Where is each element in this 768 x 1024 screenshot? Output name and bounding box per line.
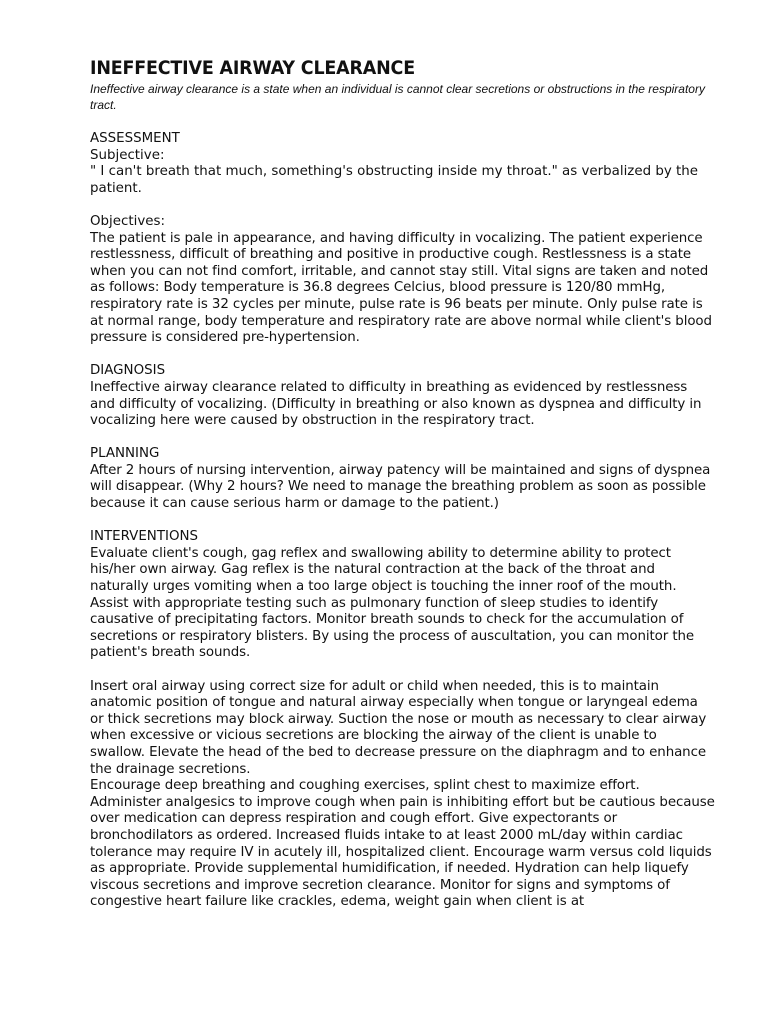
planning-text: After 2 hours of nursing intervention, airway patency will be maintained and signs of dyspnea will disappear. (Why 2 hours? We need to manage the breathing problem as soon as possible because it can cause serious harm or damage to the patient.) (90, 462, 711, 512)
objectives-label: Objectives: (90, 213, 165, 229)
document-title: INEFFECTIVE AIRWAY CLEARANCE (90, 57, 415, 79)
document-subtitle: Ineffective airway clearance is a state when an individual is cannot clear secretions or obstructions in the respiratory tract. (90, 82, 705, 112)
objectives-section (90, 214, 715, 347)
diagnosis-section (90, 363, 715, 429)
document-page (90, 56, 715, 928)
objectives-text: The patient is pale in appearance, and having difficulty in vocalizing. The patient experience restlessness, difficult of breathing and positive in productive cough. Restlessness is a state when you can not find comfort, irritable, and cannot stay still. Vital signs are taken and noted as follows: Body temperature is 36.8 degrees Celcius, blood pressure is 120/80 mmHg, respiratory rate is 32 cycles per minute, pulse rate is 96 beats per minute. Only pulse rate is at normal range, body temperature and respiratory rate are above normal while client's blood pressure is considered pre-hypertension. (90, 230, 712, 346)
planning-section (90, 446, 715, 512)
interventions-section (90, 529, 715, 911)
interventions-paragraph-1: Evaluate client's cough, gag reflex and swallowing ability to determine ability to protect his/her own airway. Gag reflex is the natural contraction at the back of the throat and naturally urges vomiting when a too large object is touching the inner roof of the mouth. Assist with appropriate testing such as pulmonary function of sleep studies to identify causative of precipitating factors. Monitor breath sounds to check for the accumulation of secretions or respiratory blisters. By using the process of auscultation, you can monitor the patient's breath sounds. (90, 545, 695, 661)
assessment-heading: ASSESSMENT (90, 131, 180, 146)
interventions-paragraph-3: Encourage deep breathing and coughing exercises, splint chest to maximize effort. Administer analgesics to improve cough when pain is inhibiting effort but be cautious because over medication can depress respiration and cough effort. Give expectorants or bronchodilators as ordered. Increased fluids intake to at least 2000 mL/day within cardiac tolerance may require IV in acutely ill, hospitalized client. Encourage warm versus cold liquids as appropriate. Provide supplemental humidification, if needed. Hydration can help liquefy viscous secretions and improve secretion clearance. Monitor for signs and symptoms of congestive heart failure like crackles, edema, weight gain when client is at (90, 778, 715, 910)
assessment-section (90, 131, 715, 197)
subjective-text: " I can't breath that much, something's obstructing inside my throat." as verbalized by the patient. (90, 164, 698, 196)
document-body (90, 131, 715, 911)
interventions-heading: INTERVENTIONS (90, 529, 199, 545)
interventions-paragraph-2: Insert oral airway using correct size for adult or child when needed, this is to maintain anatomic position of tongue and natural airway especially when tongue or laryngeal edema or thick secretions may block airway. Suction the nose or mouth as necessary to clear airway when excessive or vicious secretions are blocking the airway of the client is unable to swallow. Elevate the head of the bed to decrease pressure on the diaphragm and to enhance the drainage secretions. (90, 678, 707, 777)
diagnosis-text: Ineffective airway clearance related to difficulty in breathing as evidenced by restlessness and difficulty of vocalizing. (Difficulty in breathing or also known as dyspnea and difficulty in vocalizing here were caused by obstruction in the respiratory tract. (90, 379, 702, 429)
subjective-label: Subjective: (90, 147, 165, 163)
diagnosis-heading: DIAGNOSIS (90, 363, 166, 379)
planning-heading: PLANNING (90, 446, 160, 462)
